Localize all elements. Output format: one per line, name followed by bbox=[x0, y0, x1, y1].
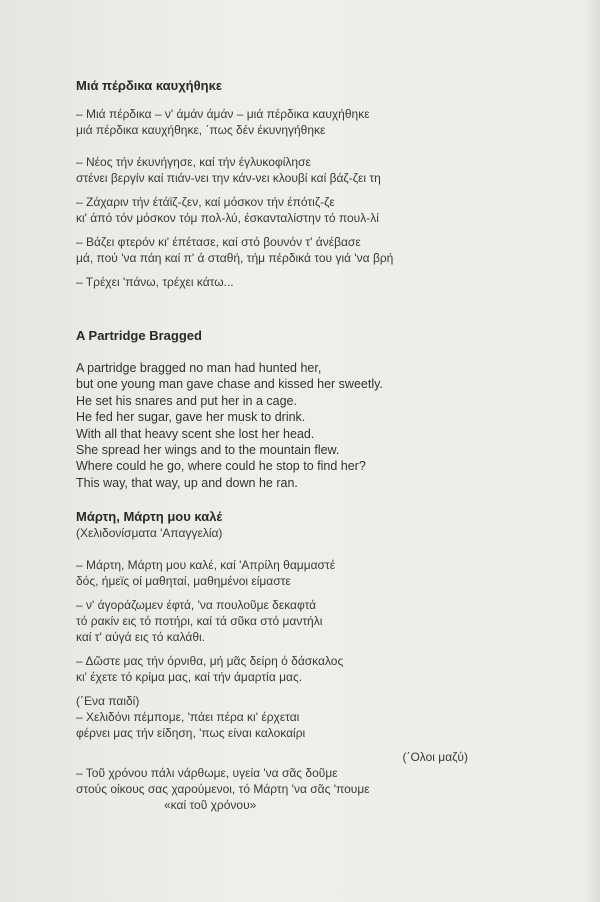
verse-line: – Δῶστε μας τήν όρνιθα, μή μᾶς δείρη ό δάσκαλος bbox=[76, 654, 344, 669]
verse-line: – Χελιδόνι πέμπομε, 'πάει πέρα κι' έρχεται bbox=[76, 710, 300, 725]
poem-title-greek-1: Μιά πέρδικα καυχήθηκε bbox=[76, 78, 223, 93]
verse-line: – Τρέχει 'πάνω, τρέχει κάτω... bbox=[76, 275, 234, 289]
verse-line: κι' έχετε τό κρίμα μας, καί τήν άμαρτία μας. bbox=[76, 670, 303, 685]
verse-line: μά, πού 'να πάη καί π' ά σταθή, τήμ πέρδικά του γιά 'να βρή bbox=[76, 251, 394, 265]
translation-line: She spread her wings and to the mountain flew. bbox=[76, 443, 340, 458]
english-translation bbox=[76, 360, 576, 491]
verse-line: καί τ' αύγά εις τό καλάθι. bbox=[76, 630, 206, 645]
verse-line: στένει βεργίν καί πιάν-νει την κάν-νει κλουβί καί βάζ-ζει τη bbox=[76, 171, 381, 185]
closing-line: «καί τοῦ χρόνου» bbox=[164, 798, 257, 813]
verse-line: – Ζάχαριν τήν έτάϊζ-ζεν, καί μόσκον τήν έπότιζ-ζε bbox=[76, 195, 335, 209]
speaker-label: (΄Ενα παιδί) bbox=[76, 694, 140, 709]
verse-line: – Τοῦ χρόνου πάλι νάρθωμε, υγεία 'να σᾶς δοῦμε bbox=[76, 766, 338, 781]
chorus-label: (΄Ολοι μαζύ) bbox=[402, 750, 468, 765]
translation-line: A partridge bragged no man had hunted her, bbox=[76, 361, 322, 375]
poem-title-greek-2: Μάρτη, Μάρτη μου καλέ bbox=[76, 509, 223, 525]
verse-line: φέρνει μας τήν είδηση, 'πως είναι καλοκαίρι bbox=[76, 726, 306, 741]
translation-line: This way, that way, up and down he ran. bbox=[76, 475, 298, 490]
verse-line: κι' άπό τόν μόσκον τόμ πολ-λύ, έσκανταλίστην τό πουλ-λί bbox=[76, 211, 379, 225]
translation-line: With all that heavy scent she lost her head. bbox=[76, 426, 315, 441]
poem-title-english: A Partridge Bragged bbox=[76, 328, 202, 343]
translation-line: Where could he go, where could he stop to find her? bbox=[76, 459, 366, 474]
verse-line: – ν' άγοράζωμεν έφτά, 'να πουλοῦμε δεκαφτά bbox=[76, 598, 317, 613]
poem-subtitle: (Χελιδονίσματα 'Απαγγελία) bbox=[76, 526, 223, 541]
verse-line: μιά πέρδικα καυχήθηκε, ΄πως δέν έκυνηγήθηκε bbox=[76, 123, 326, 137]
verse-line: δός, ήμεϊς οί μαθηταί, μαθημένοι είμαστε bbox=[76, 574, 291, 589]
page-content bbox=[76, 78, 576, 813]
page-edge-shadow bbox=[586, 0, 600, 902]
verse-line: τό ρακίν εις τό ποτήρι, καί τά σῦκα στό μαντήλι bbox=[76, 614, 323, 629]
verse-line: στούς οίκους σας χαρούμενοι, τό Μάρτη 'να σᾶς 'πουμε bbox=[76, 782, 370, 797]
verse-line: – Μάρτη, Μάρτη μου καλέ, καί 'Απρίλη θαμμαστέ bbox=[76, 558, 336, 573]
translation-line: but one young man gave chase and kissed her sweetly. bbox=[76, 377, 383, 392]
translation-line: He set his snares and put her in a cage. bbox=[76, 393, 297, 408]
verse-line: – Βάζει φτερόν κι' έπέτασε, καί στό βουνόν τ' άνέβασε bbox=[76, 235, 361, 249]
translation-line: He fed her sugar, gave her musk to drink. bbox=[76, 410, 306, 425]
verse-line: – Νέος τήν έκυνήγησε, καί τήν έγλυκοφίλησε bbox=[76, 155, 311, 169]
verse-line: – Μιά πέρδικα – ν' άμάν άμάν – μιά πέρδικα καυχήθηκε bbox=[76, 107, 370, 121]
